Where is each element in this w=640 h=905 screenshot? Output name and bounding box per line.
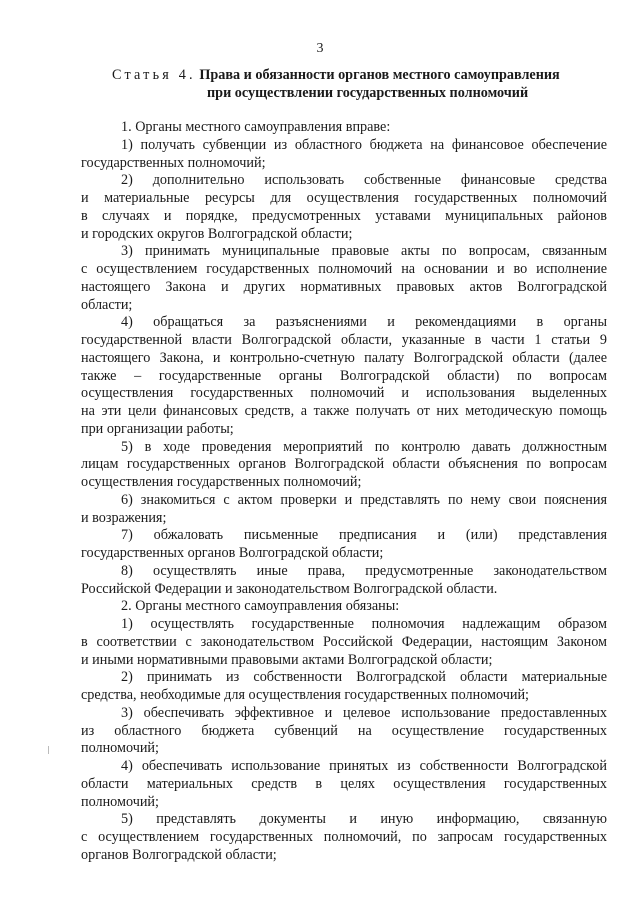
- text-line: 1. Органы местного самоуправления вправе:: [121, 119, 391, 135]
- text-line: осуществления государственных полномочий;: [81, 474, 362, 490]
- text-line: государственных полномочий;: [81, 154, 266, 171]
- text-line: лицам государственных органов Волгоградской области объяснения по вопросам: [81, 456, 607, 473]
- text-line: 4) обращаться за разъяснениями и рекомендациями в органы: [121, 314, 607, 331]
- text-line: 6) знакомиться с актом проверки и представлять по нему свои пояснения: [121, 491, 607, 508]
- text-line: при организации работы;: [81, 420, 234, 437]
- text-line: государственной власти Волгоградской области, указанные в части 1 статьи 9: [81, 332, 607, 348]
- article-heading-line-1: [112, 66, 612, 84]
- text-line: 2) принимать из собственности Волгоградской области материальные: [121, 669, 607, 686]
- text-line: Российской Федерации и законодательством Волгоградской области.: [81, 580, 498, 597]
- text-line: 1) получать субвенции из областного бюджета на финансовое обеспечение: [121, 136, 607, 153]
- text-line: средства, необходимые для осуществления государственных полномочий;: [81, 687, 529, 703]
- text-line: из областного бюджета субвенций на осуществление государственных: [81, 722, 607, 739]
- text-line: также – государственные органы Волгоградской области) по вопросам: [81, 367, 607, 384]
- text-line: с осуществлением государственных полномочий на основании и во исполнение: [81, 261, 607, 277]
- text-line: 1) осуществлять государственные полномочия надлежащим образом: [121, 616, 607, 632]
- text-line: 3) обеспечивать эффективное и целевое использование предоставленных: [121, 704, 607, 721]
- text-line: 8) осуществлять иные права, предусмотренные законодательством: [121, 562, 607, 579]
- article-body: [81, 119, 607, 865]
- text-line: государственных органов Волгоградской области;: [81, 545, 384, 561]
- text-line: полномочий;: [81, 793, 159, 810]
- article-number: Статья 4.: [112, 67, 196, 83]
- article-title-part-1: Права и обязанности органов местного самоуправления: [199, 67, 560, 83]
- text-line: органов Волгоградской области;: [81, 846, 277, 863]
- text-line: области материальных средств в целях осуществления государственных: [81, 775, 607, 792]
- page-number: 3: [316, 41, 324, 56]
- text-line: в соответствии с законодательством Российской Федерации, настоящим Законом: [81, 633, 607, 650]
- text-line: осуществления государственных полномочий и использования выделенных: [81, 385, 607, 402]
- text-line: настоящего Закона и других нормативных правовых актов Волгоградской: [81, 278, 607, 295]
- text-line: 3) принимать муниципальные правовые акты по вопросам, связанным: [121, 243, 607, 260]
- text-line: 7) обжаловать письменные предписания и (или) представления: [121, 527, 607, 544]
- text-line: на эти цели финансовых средств, а также получать от них методическую помощь: [81, 403, 607, 419]
- text-line: 5) представлять документы и иную информацию, связанную: [121, 811, 607, 828]
- text-line: области;: [81, 296, 133, 313]
- text-line: и иными нормативными правовыми актами Волгоградской области;: [81, 651, 493, 668]
- text-line: 2. Органы местного самоуправления обязаны:: [121, 598, 400, 615]
- article-title-part-2: при осуществлении государственных полномочий: [207, 85, 529, 101]
- text-line: в случаях и порядке, предусмотренных уставами муниципальных районов: [81, 207, 607, 224]
- text-line: полномочий;: [81, 740, 159, 757]
- text-line: и возражения;: [81, 509, 167, 526]
- margin-mark: [48, 746, 49, 754]
- text-line: настоящего Закона, и контрольно-счетную палату Волгоградской области (далее: [81, 349, 607, 366]
- text-line: 2) дополнительно использовать собственные финансовые средства: [121, 172, 607, 189]
- text-line: 4) обеспечивать использование принятых из собственности Волгоградской: [121, 758, 607, 774]
- text-line: и материальные ресурсы для осуществления государственных полномочий: [81, 190, 607, 206]
- article-heading: [112, 66, 612, 102]
- text-line: и городских округов Волгоградской области;: [81, 225, 353, 242]
- text-line: с осуществлением государственных полномочий, по запросам государственных: [81, 829, 607, 845]
- text-line: 5) в ходе проведения мероприятий по контролю давать должностным: [121, 438, 607, 455]
